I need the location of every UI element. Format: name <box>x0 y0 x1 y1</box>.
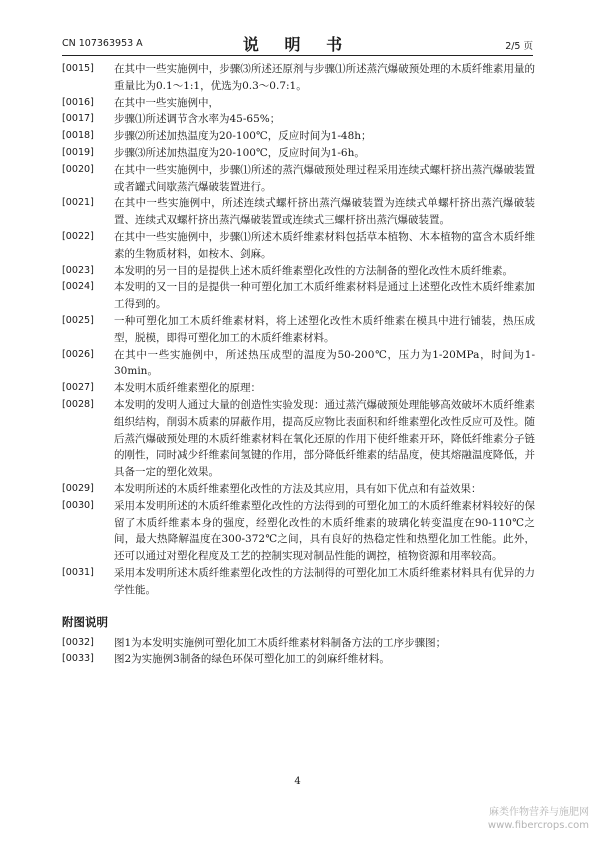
paragraph-number: [0026] <box>62 348 94 360</box>
paragraph <box>62 95 535 112</box>
paragraph-text: 步骤⑴所述调节含水率为45-65%； <box>114 113 281 126</box>
paragraph <box>62 128 535 145</box>
document-body <box>62 61 535 668</box>
site-watermark <box>488 806 589 832</box>
paragraph-number: [0023] <box>62 264 94 276</box>
paragraph <box>62 651 535 668</box>
watermark-line-2: www.fibercrops.com <box>487 820 589 831</box>
paragraph-text: 在其中一些实施例中，所述连续式螺杆挤出蒸汽爆破装置为连续式单螺杆挤出蒸汽爆破装置、连续式双螺杆挤出蒸汽爆破装置或连续式三螺杆挤出蒸汽爆破装置。 <box>114 197 535 227</box>
publication-number: CN 107363953 A <box>62 38 143 49</box>
figures-paragraph-list <box>62 635 535 669</box>
page-header <box>62 36 533 52</box>
paragraph-text: 步骤⑶所述加热温度为20-100℃，反应时间为1-6h。 <box>114 146 365 159</box>
header-divider <box>62 55 533 56</box>
paragraph-text: 本发明的又一目的是提供一种可塑化加工木质纤维素材料是通过上述塑化改性木质纤维素加工得到的。 <box>114 281 535 311</box>
paragraph-number: [0031] <box>62 566 94 578</box>
paragraph <box>62 635 535 652</box>
page-of-indicator: 2/5 页 <box>505 41 533 52</box>
paragraph <box>62 162 535 196</box>
paragraph <box>62 145 535 162</box>
paragraph-number: [0029] <box>62 482 94 494</box>
paragraph-number: [0015] <box>62 63 94 74</box>
paragraph <box>62 380 535 397</box>
paragraph-text: 在其中一些实施例中， <box>114 96 219 109</box>
paragraph <box>62 111 535 128</box>
paragraph-number: [0017] <box>62 113 94 125</box>
paragraph-text: 在其中一些实施例中，所述热压成型的温度为50-200℃，压力为1-20MPa，时间为1-30min。 <box>114 348 535 378</box>
paragraph-text: 采用本发明所述的木质纤维素塑化改性的方法得到的可塑化加工的木质纤维素材料较好的保留了木质纤维素本身的强度，经塑化改性的木质纤维素的玻璃化转变温度在90-110℃之间，最大热降解温度在300-372℃之间，具有良好的热稳定性和热塑化加工性能。此外，还可以通过对塑化程度及工艺的控制实现对制品性能的调控，植物资源和用率较高。 <box>114 499 535 563</box>
paragraph <box>62 195 535 229</box>
paragraph-number: [0032] <box>62 636 94 648</box>
paragraph-text: 步骤⑵所述加热温度为20-100℃，反应时间为1-48h； <box>114 130 372 143</box>
paragraph-number: [0020] <box>62 163 94 175</box>
paragraph-text: 一种可塑化加工木质纤维素材料，将上述塑化改性木质纤维素在模具中进行铺装，热压成型，脱模，即得可塑化加工的木质纤维素材料。 <box>114 314 535 344</box>
paragraph-text: 在其中一些实施例中，步骤⑴所述的蒸汽爆破预处理过程采用连续式螺杆挤出蒸汽爆破装置或者罐式间歇蒸汽爆破装置进行。 <box>114 163 535 193</box>
paragraph-number: [0022] <box>62 230 94 242</box>
paragraph <box>62 565 535 599</box>
paragraph <box>62 498 535 565</box>
paragraph-number: [0027] <box>62 382 94 394</box>
paragraph-text: 图2为实施例3制备的绿色环保可塑化加工的剑麻纤维材料。 <box>114 653 390 666</box>
document-title: 说 明 书 <box>242 35 353 54</box>
watermark-line-1: 麻类作物营养与施肥网 <box>489 807 589 818</box>
paragraph-number: [0025] <box>62 314 94 326</box>
paragraph-number: [0033] <box>62 653 94 665</box>
paragraph-text: 本发明木质纤维素塑化的原理： <box>114 382 261 395</box>
paragraph-text: 本发明的发明人通过大量的创造性实验发现：通过蒸汽爆破预处理能够高效破坏木质纤维素组织结构，削弱木质素的屏蔽作用，提高反应物比表面积和纤维素塑化改性反应可及性。随后蒸汽爆破预处理的木质纤维素材料在氧化还原的作用下使纤维素开环，降低纤维素分子链的刚性，同时减少纤维素间氢键的作用，部分降低纤维素的结晶度，使其熔融温度降低，并具备一定的塑化效果。 <box>114 398 535 479</box>
paragraph <box>62 279 535 313</box>
paragraph <box>62 263 535 280</box>
paragraph-text: 图1为本发明实施例可塑化加工木质纤维素材料制备方法的工序步骤图； <box>114 636 447 649</box>
paragraph-text: 在其中一些实施例中，步骤⑴所述木质纤维素材料包括草本植物、木本植物的富含木质纤维素的生物质材料，如桉木、剑麻。 <box>114 230 535 260</box>
figures-section-title: 附图说明 <box>62 614 108 629</box>
paragraph-number: [0030] <box>62 499 94 511</box>
paragraph-number: [0028] <box>62 398 94 410</box>
paragraph-list <box>62 61 535 599</box>
paragraph-number: [0019] <box>62 146 94 158</box>
page-number: 4 <box>294 776 301 787</box>
paragraph-text: 采用本发明所述木质纤维素塑化改性的方法制得的可塑化加工木质纤维素材料具有优异的力学性能。 <box>114 566 535 596</box>
paragraph-text: 本发明的另一目的是提供上述木质纤维素塑化改性的方法制备的塑化改性木质纤维素。 <box>114 264 513 277</box>
paragraph-number: [0016] <box>62 96 94 108</box>
paragraph <box>62 481 535 498</box>
paragraph-text: 本发明所述的木质纤维素塑化改性的方法及其应用，具有如下优点和有益效果： <box>114 482 482 495</box>
paragraph-text: 在其中一些实施例中，步骤⑶所述还原剂与步骤⑴所述蒸汽爆破预处理的木质纤维素用量的重量比为0.1～1:1，优选为0.3～0.7:1。 <box>114 63 535 92</box>
paragraph <box>62 347 535 381</box>
paragraph-number: [0024] <box>62 281 94 293</box>
paragraph <box>62 313 535 347</box>
paragraph <box>62 61 535 95</box>
paragraph <box>62 397 535 481</box>
paragraph-number: [0018] <box>62 130 94 142</box>
paragraph-number: [0021] <box>62 197 94 209</box>
paragraph <box>62 229 535 263</box>
